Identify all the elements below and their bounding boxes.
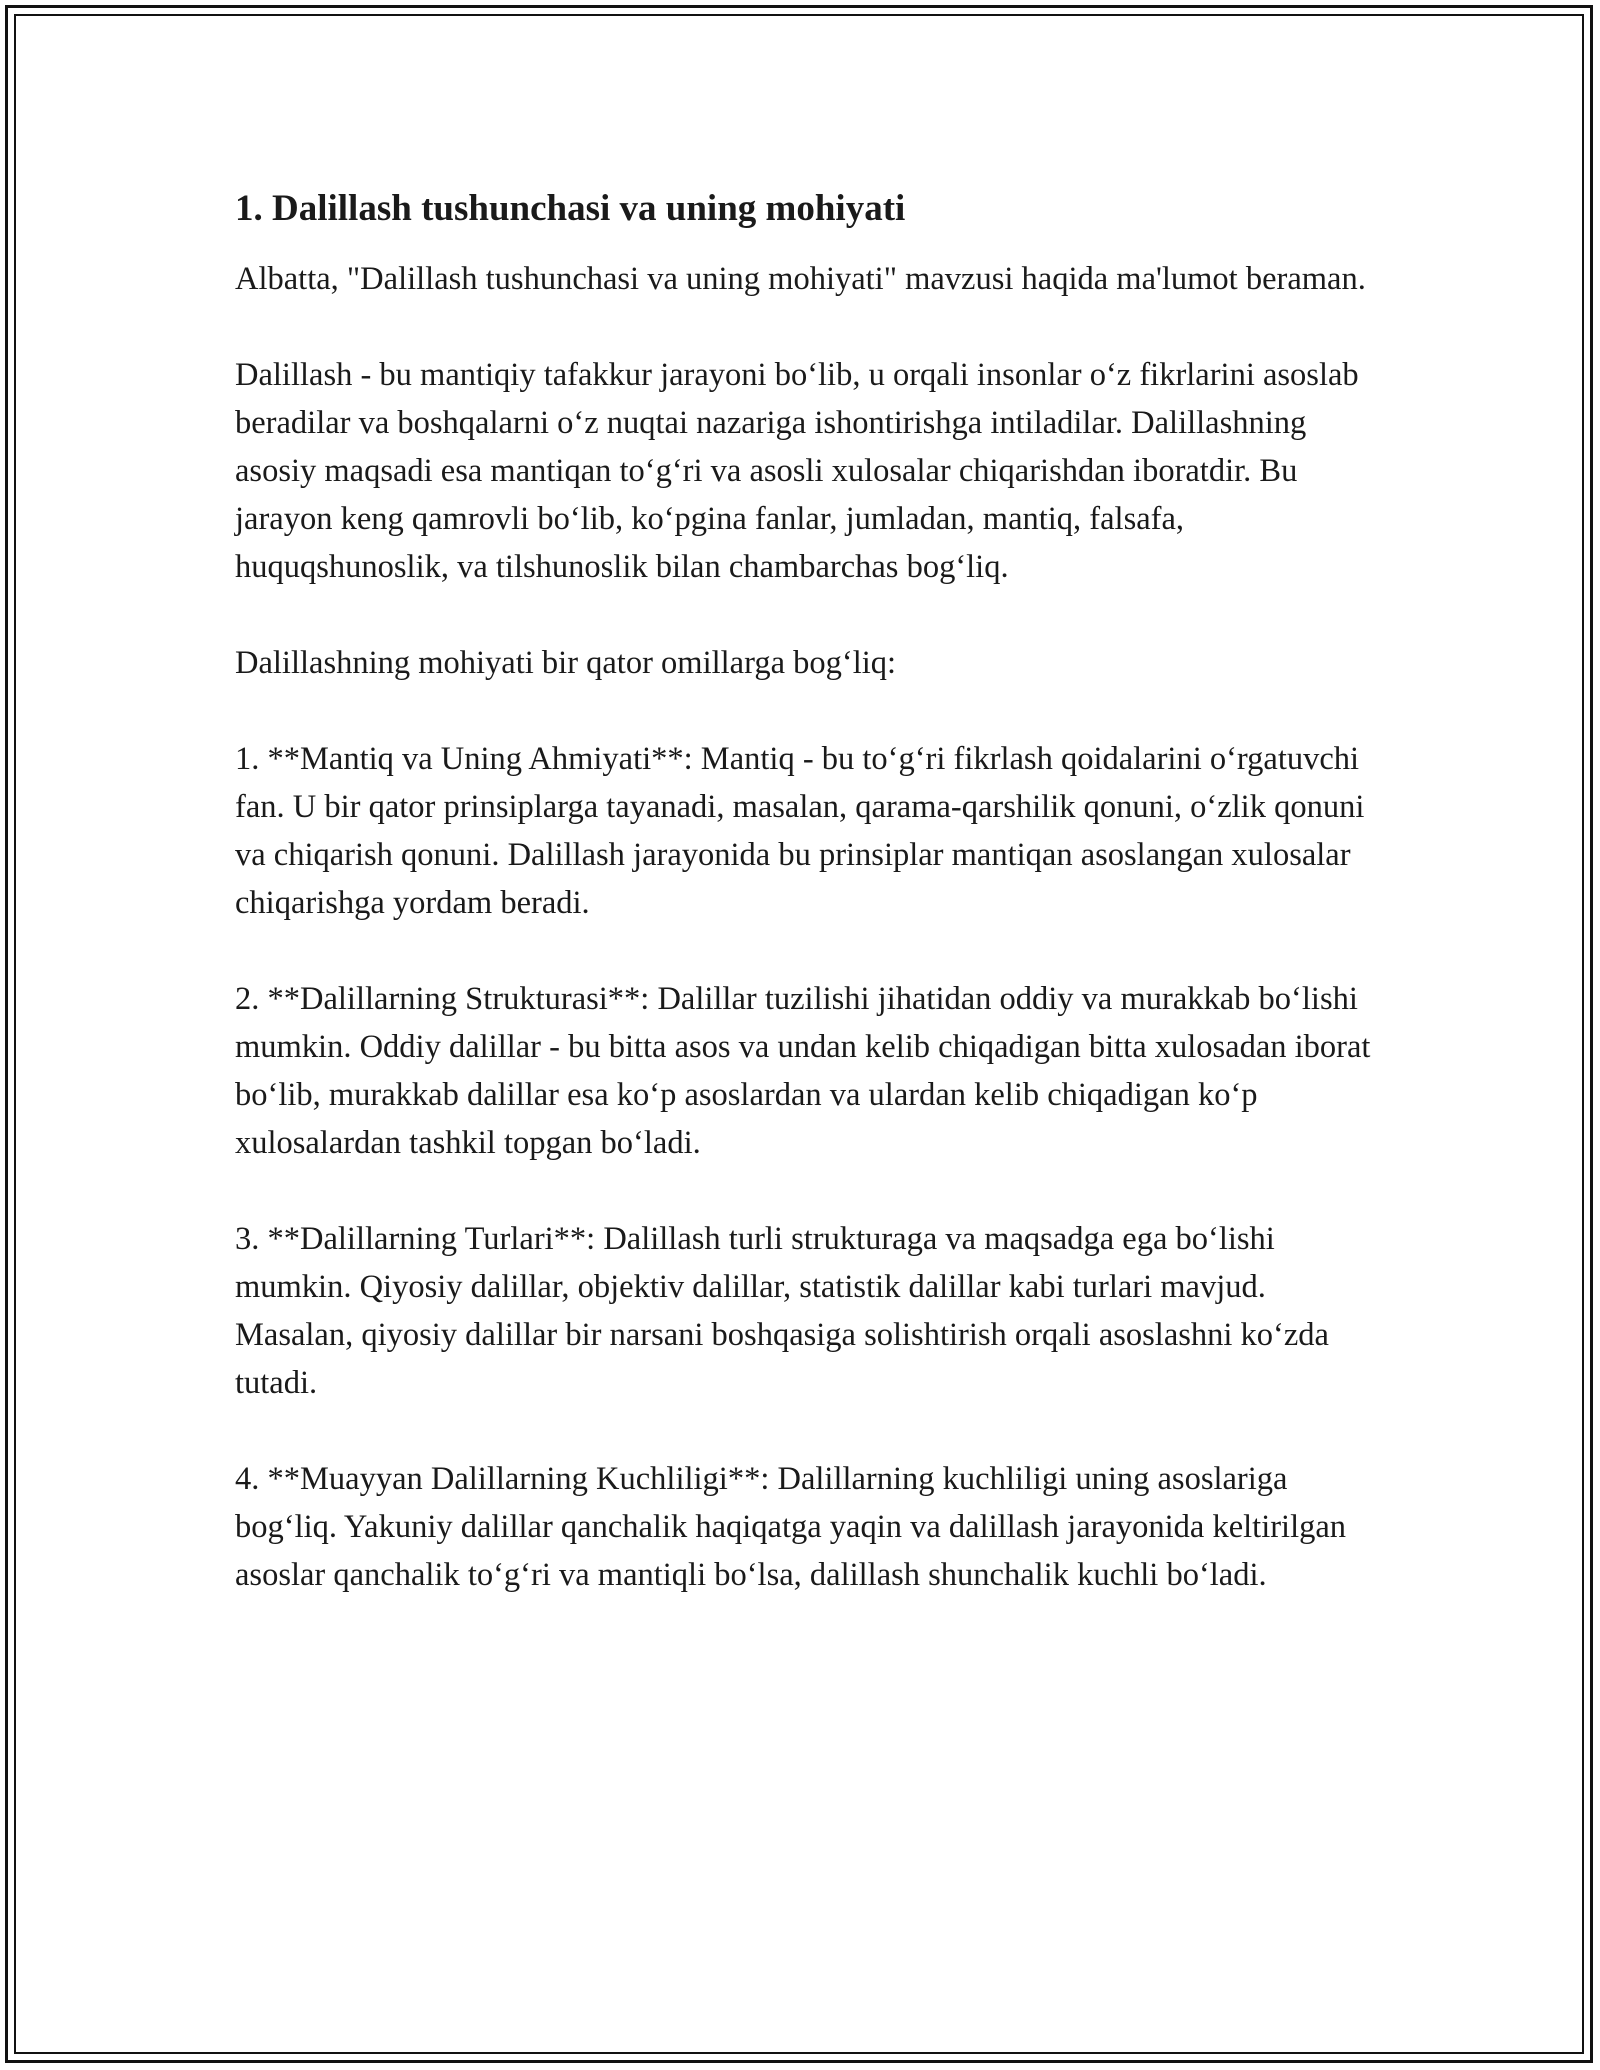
document-body <box>235 185 1385 1647</box>
intro-paragraph: Albatta, "Dalillash tushunchasi va uning mohiyati" mavzusi haqida ma'lumot beraman. <box>235 261 1366 298</box>
list-item-logic: 1. **Mantiq va Uning Ahmiyati**: Mantiq - bu to‘g‘ri fikrlash qoidalarini o‘rgatuvchi fan. U bir qator prinsiplarga tayanadi, masalan, qarama-qarshilik qonuni, o‘zlik qonuni va chiqarish qonuni. Dalillash jarayonida bu prinsiplar mantiqan asoslangan xulosalar chiqarishga yordam beradi. <box>235 741 1365 922</box>
list-item-structure: 2. **Dalillarning Strukturasi**: Dalillar tuzilishi jihatidan oddiy va murakkab bo‘lishi mumkin. Oddiy dalillar - bu bitta asos va undan kelib chiqadigan bitta xulosadan iborat bo‘lib, murakkab dalillar esa ko‘p asoslardan va ulardan kelib chiqadigan ko‘p xulosalardan tashkil topgan bo‘ladi. <box>235 981 1371 1162</box>
list-item-types: 3. **Dalillarning Turlari**: Dalillash turli strukturaga va maqsadga ega bo‘lishi mumkin. Qiyosiy dalillar, objektiv dalillar, statistik dalillar kabi turlari mavjud. Masalan, qiyosiy dalillar bir narsani boshqasiga solishtirish orqali asoslashni ko‘zda tutadi. <box>235 1221 1329 1402</box>
document-title: 1. Dalillash tushunchasi va uning mohiyati <box>235 188 906 229</box>
factors-intro-paragraph: Dalillashning mohiyati bir qator omillarga bog‘liq: <box>235 645 897 682</box>
definition-paragraph: Dalillash - bu mantiqiy tafakkur jarayoni bo‘lib, u orqali insonlar o‘z fikrlarini asoslab beradilar va boshqalarni o‘z nuqtai nazariga ishontirishga intiladilar. Dalillashning asosiy maqsadi esa mantiqan to‘g‘ri va asosli xulosalar chiqarishdan iboratdir. Bu jarayon keng qamrovli bo‘lib, ko‘pgina fanlar, jumladan, mantiq, falsafa, huquqshunoslik, va tilshunoslik bilan chambarchas bog‘liq. <box>235 357 1359 586</box>
list-item-strength: 4. **Muayyan Dalillarning Kuchliligi**: Dalillarning kuchliligi uning asoslariga bog‘liq. Yakuniy dalillar qanchalik haqiqatga yaqin va dalillash jarayonida keltirilgan asoslar qanchalik to‘g‘ri va mantiqli bo‘lsa, dalillash shunchalik kuchli bo‘ladi. <box>235 1461 1347 1594</box>
